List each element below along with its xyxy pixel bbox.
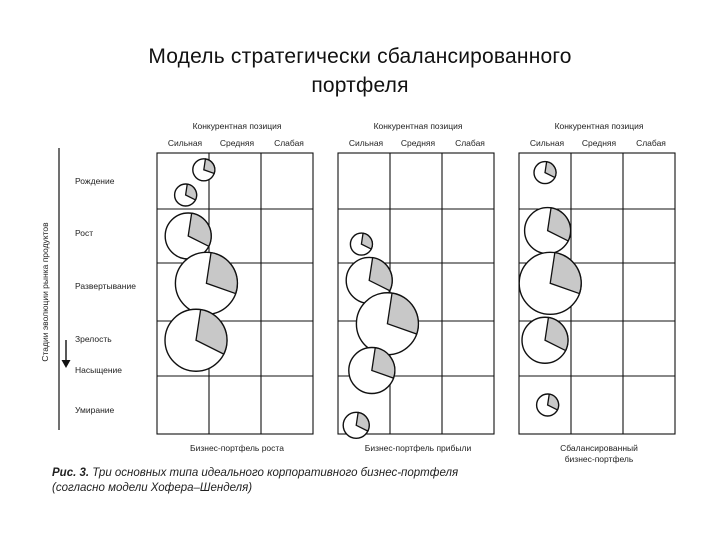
down-arrow-icon xyxy=(62,360,71,368)
stage-label-1: Рождение xyxy=(75,176,115,186)
stage-label-5: Насыщение xyxy=(75,365,123,375)
panel-3-column-1: Сильная xyxy=(529,138,565,148)
panel-2-column-1: Сильная xyxy=(348,138,384,148)
panel-1-column-2: Средняя xyxy=(219,138,255,148)
panel-1-column-1: Сильная xyxy=(167,138,203,148)
slide-title-line-2: портфеля xyxy=(311,74,409,97)
caption-text-line-1: Три основных типа идеального корпоративного бизнес-портфеля xyxy=(92,467,459,479)
panel-3-column-3: Слабая xyxy=(636,138,666,148)
panel-3-footer-line-1: Сбалансированный xyxy=(560,443,638,453)
panel-3-header: Конкурентная позиция xyxy=(554,121,644,131)
panel-1-footer-line-1: Бизнес-портфель роста xyxy=(190,443,284,453)
figure-caption xyxy=(52,466,458,496)
caption-text-line-2: (согласно модели Хофера–Шенделя) xyxy=(52,482,253,494)
panel-2-column-2: Средняя xyxy=(400,138,436,148)
caption-label: Рис. 3. xyxy=(52,467,90,479)
panel-3-footer-line-2: бизнес-портфель xyxy=(564,454,634,464)
slide-title-line-1: Модель стратегически сбалансированного xyxy=(148,45,572,68)
panel-2-column-3: Слабая xyxy=(455,138,485,148)
panel-3-column-2: Средняя xyxy=(581,138,617,148)
stage-label-3: Развертывание xyxy=(75,281,136,291)
stage-label-2: Рост xyxy=(75,228,94,238)
panel-2-footer-line-1: Бизнес-портфель прибыли xyxy=(364,443,472,453)
stage-label-6: Умирание xyxy=(75,405,115,415)
panel-1-header: Конкурентная позиция xyxy=(192,121,282,131)
panel-1-column-3: Слабая xyxy=(274,138,304,148)
panel-2-header: Конкурентная позиция xyxy=(373,121,463,131)
y-axis-label: Стадии эволюции рынка продуктов xyxy=(40,222,50,362)
stage-label-4: Зрелость xyxy=(75,334,112,344)
